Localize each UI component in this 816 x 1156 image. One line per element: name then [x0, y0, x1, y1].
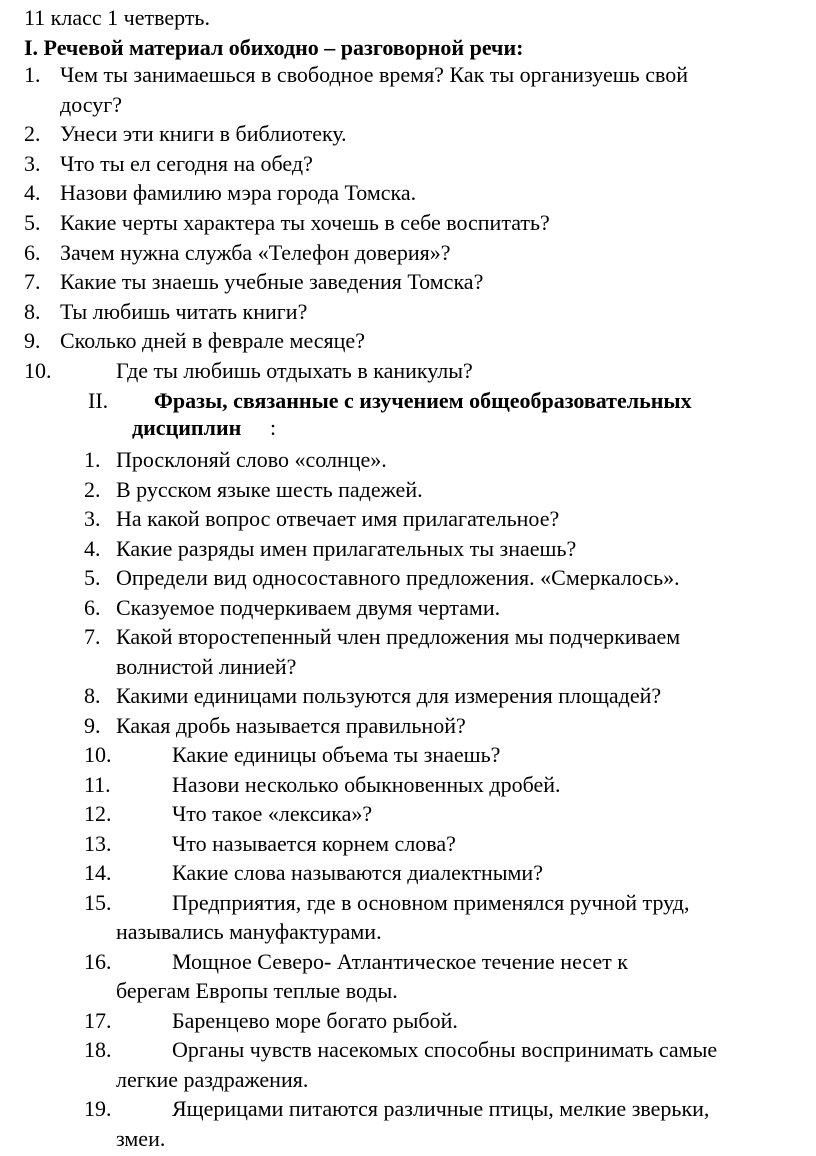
- list-item-number: 9.: [24, 328, 41, 354]
- list-item-number: 10.: [84, 742, 112, 767]
- list-item-text: Что ты ел сегодня на обед?: [60, 150, 313, 176]
- list-item-continuation-text: волнистой линией?: [116, 653, 297, 679]
- list-item-continuation-text: назывались мануфактурами.: [116, 919, 382, 944]
- list-item-text: Баренцево море богато рыбой.: [172, 1007, 458, 1033]
- list-item-number: 4.: [24, 180, 41, 206]
- list-item-text: Ты любишь читать книги?: [60, 298, 308, 324]
- list-item-text: Чем ты занимаешься в свободное время? Как ты организуешь свой: [60, 62, 688, 87]
- list-item-text: Зачем нужна служба «Телефон доверия»?: [60, 239, 451, 265]
- list-item-number: 14.: [84, 860, 112, 885]
- list-item-text: Какие ты знаешь учебные заведения Томска?: [60, 269, 484, 295]
- list-item-text: Назови фамилию мэра города Томска.: [60, 180, 417, 206]
- section1-heading-text: I. Речевой материал обиходно – разговорной речи:: [24, 35, 524, 60]
- list-item-number: 1.: [84, 447, 101, 472]
- list-item-text: Унеси эти книги в библиотеку.: [60, 121, 347, 147]
- section2-heading-colon: :: [270, 415, 277, 440]
- section2-roman: II.: [88, 388, 109, 413]
- list-item-number: 7.: [24, 269, 41, 295]
- list-item-continuation-text: берегам Европы теплые воды.: [116, 978, 398, 1003]
- list-item-text: Где ты любишь отдыхать в каникулы?: [116, 358, 473, 383]
- list-item-number: 1.: [24, 62, 41, 87]
- list-item-continuation-text: змеи.: [116, 1125, 166, 1151]
- list-item-continuation-text: досуг?: [60, 91, 123, 117]
- list-item-number: 2.: [24, 121, 41, 147]
- section2-heading-line2: дисциплин: [132, 415, 242, 440]
- list-item-text: Определи вид односоставного предложения. «Смеркалось».: [116, 565, 680, 590]
- list-item-text: Назови несколько обыкновенных дробей.: [172, 771, 561, 797]
- list-item-number: 15.: [84, 889, 112, 915]
- list-item-number: 9.: [84, 712, 101, 738]
- section2-heading-line1: Фразы, связанные с изучением общеобразовательных: [154, 388, 692, 413]
- list-item-number: 2.: [84, 476, 101, 502]
- list-item-text: Какие разряды имен прилагательных ты знаешь?: [116, 535, 577, 561]
- list-item-text: В русском языке шесть падежей.: [116, 476, 423, 502]
- list-item-text: Какие черты характера ты хочешь в себе воспитать?: [60, 210, 550, 235]
- list-item-text: Какие единицы объема ты знаешь?: [172, 742, 501, 767]
- list-item-number: 8.: [24, 298, 41, 324]
- list-item-number: 7.: [84, 624, 101, 649]
- list-item-text: Какой второстепенный член предложения мы подчеркиваем: [116, 624, 681, 649]
- list-item-number: 8.: [84, 683, 101, 708]
- list-item-text: Предприятия, где в основном применялся ручной труд,: [172, 889, 690, 915]
- list-item-text: Ящерицами питаются различные птицы, мелкие зверьки,: [172, 1096, 710, 1121]
- list-item-text: Что такое «лексика»?: [172, 801, 373, 826]
- list-item-number: 5.: [24, 210, 41, 235]
- header-text: 11 класс 1 четверть.: [24, 5, 210, 30]
- list-item-number: 17.: [84, 1007, 112, 1033]
- list-item-number: 4.: [84, 535, 101, 561]
- list-item-number: 11.: [84, 771, 111, 797]
- list-item-number: 16.: [84, 948, 112, 974]
- list-item-number: 10.: [24, 358, 52, 383]
- list-item-text: Какие слова называются диалектными?: [172, 860, 543, 885]
- list-item-text: Какими единицами пользуются для измерения площадей?: [116, 683, 662, 708]
- list-item-number: 6.: [24, 239, 41, 265]
- list-item-number: 18.: [84, 1037, 112, 1062]
- list-item-text: Мощное Северо- Атлантическое течение несет к: [172, 948, 628, 974]
- list-item-number: 13.: [84, 830, 112, 856]
- list-item-number: 12.: [84, 801, 112, 826]
- list-item-text: Сколько дней в феврале месяце?: [60, 328, 365, 354]
- list-item-number: 3.: [84, 506, 101, 531]
- list-item-text: Какая дробь называется правильной?: [116, 712, 466, 738]
- list-item-text: Органы чувств насекомых способны воспринимать самые: [172, 1037, 718, 1062]
- list-item-text: На какой вопрос отвечает имя прилагательное?: [116, 506, 560, 531]
- list-item-number: 6.: [84, 594, 101, 620]
- list-item-continuation-text: легкие раздражения.: [116, 1066, 309, 1092]
- list-item-number: 19.: [84, 1096, 112, 1121]
- list-item-number: 5.: [84, 565, 101, 590]
- list-item-text: Что называется корнем слова?: [172, 830, 456, 856]
- list-item-number: 3.: [24, 150, 41, 176]
- list-item-text: Сказуемое подчеркиваем двумя чертами.: [116, 594, 501, 620]
- list-item-text: Просклоняй слово «солнце».: [116, 447, 387, 472]
